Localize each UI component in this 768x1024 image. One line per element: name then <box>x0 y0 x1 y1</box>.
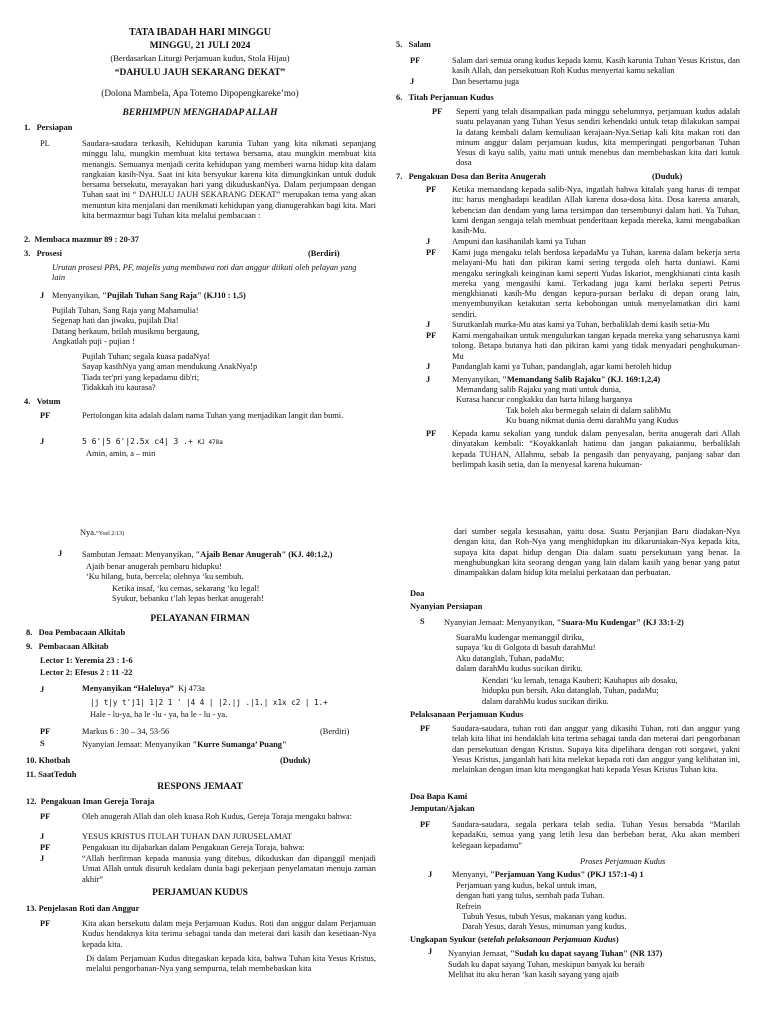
role-label: PF <box>420 724 431 733</box>
item-6-heading: 6. Titah Perjanuan Kudus <box>396 93 494 102</box>
prayer-heading: Doa <box>410 589 425 598</box>
absolution-text: Kepada kamu sekalian yang tunduk dalam penyesalan, berita anugerah dari Allah dinyatakan kembali: “Koyakkanlah hatimu dan jangan pakaianmu, berbaliklah kepada TUHAN, Allahmu, sebab Ia pengasih dan penyayang, panjang sabar dan berlimpah kasih setia, dan Ia menyesal karena hukuman- <box>452 429 740 469</box>
song-title: "Memandang Salib Rajaku" <box>502 375 606 384</box>
role-label: PF <box>426 185 437 194</box>
item-11-heading: 11. SaatTeduh <box>26 770 77 779</box>
lords-prayer-heading: Doa Bapa Kami <box>410 792 468 801</box>
lector-1: Lector 1: Yeremia 23 : 1-6 <box>40 656 133 665</box>
amin-lyrics: Amin, amin, a – min <box>86 449 156 458</box>
invitation-text: Saudara-saudara, segala perkara telah sedia. Tuhan Yesus bersabda “Marilah kepadaKu, semua yang yang letih lesu dan berbeban berat, Aku akan memberi kelegaan kepadamu” <box>452 820 740 850</box>
item-10-heading: 10. Khotbah <box>26 756 71 765</box>
votum-text: Pertolongan kita adalah dalam nama Tuhan yang menjadikan langit dan bumi. <box>82 411 344 420</box>
greeting-text: Salam dari semua orang kudus kepada kamu. Kasih karunia Tuhan Yesus Kristus, dan kasih Allah, dan persekutuan Roh Kudus menyertai kamu sekalian <box>452 56 740 76</box>
song-verse-1: Perjamuan yang kudus, bekal untuk iman, dengan hati yang tulus, sembah pada Tuhan. <box>456 881 605 901</box>
preparation-song-heading: Nyanyian Persiapan <box>410 602 483 611</box>
role-label: J <box>428 870 433 879</box>
role-label: J <box>40 854 45 863</box>
doc-liturgy: (Berdasarkan Liturgi Perjamuan kudus, Stola Hijau) <box>110 53 290 63</box>
role-label: PF <box>40 843 51 852</box>
song-title: "Suara-Mu Kudengar" <box>556 618 642 627</box>
continued-text: dari sumber segala kesusahan, yaitu dosa. Suatu Perjanjian Baru diadakan-Nya dengan kita, dan Roh-Nya yang menghidupkan itu dikaruniakan-Nya kepada kita, supaya kita dapat hidup dengan Dia dalam suatu persekutuan yang benar. Ia menghubungkan kita seorang dengan yang lain dalam kasih yang benar yang patut dinampakkan dalam hidup kita melalui perkataan dan perbuatan. <box>454 527 740 577</box>
doc-theme: “DAHULU JAUH SEKARANG DEKAT” <box>114 68 286 78</box>
song-verse-2: Ketika insaf, ‘ku cemas, sekarang ‘ku legal! Syukur, bebanku t’lah lepas berkat anugerah! <box>112 584 264 604</box>
role-label: J <box>426 237 431 246</box>
song-line: Nyanyian Jemaat: Menyanyikan, "Suara-Mu Kudengar" (KJ 33:1-2) <box>444 618 684 627</box>
role-label: J <box>426 320 431 329</box>
refrain-label: Refrein <box>456 902 482 911</box>
song-verse-1: Ajaib benar anugerah pembaru hidupku! ‘Ku hilang, buta, bercela; olehnya ‘ku sembuh. <box>86 562 244 582</box>
role-label: PF <box>40 411 51 420</box>
item-2-heading: 2. Membaca mazmur 89 : 20-37 <box>24 235 139 244</box>
greeting-response: Dan besertamu juga <box>452 77 519 86</box>
song-verse-1: SuaraMu kudengar memanggil diriku, supaya ‘ku di Golgota di basuh darahMu! Aku datanglah, Tuhan, padaMu; dalam darahMu kudus sucikan diriku. <box>456 633 596 673</box>
song-verse-1: Pujilah Tuhan, Sang Raja yang Mahamulia! Segenap hati dan jiwaku, pujilah Dia! Datang berkaum, brilah musikmu bergaung, Angkatlah puji - pujian ! <box>52 306 200 346</box>
song-line: Nyanyian Jemaat: Menyanyikan "Kurre Sumanga’ Puang" <box>82 740 287 749</box>
confession-response: Surutkanlah murka-Mu atas kami ya Tuhan, berbaliklah demi kasih setia-Mu <box>452 320 710 329</box>
role-label: S <box>420 617 425 626</box>
item-4-heading: 4. Votum <box>24 397 61 406</box>
confession-response: Ampuni dan kasihanilah kami ya Tuhan <box>452 237 586 246</box>
creed-response: “Allah berfirman kepada manusia yang ditebus, dikuduskan dan dipanggil menjadi Umat Allah untuk disuruh kedalam dunia bagi pekerjaan penyelamatan menuju zaman akhir” <box>82 854 376 884</box>
item-number: 1. <box>24 123 31 132</box>
music-notation: 5 6'|5 6'|2.5x c4| 3 .+ KJ 478a <box>82 437 223 446</box>
role-label: PL <box>40 139 50 148</box>
invitation-heading: Jemputan/Ajakan <box>410 804 475 813</box>
role-label: PF <box>426 248 437 257</box>
role-label: J <box>58 549 63 558</box>
section-heading: RESPONS JEMAAT <box>157 782 243 792</box>
song-title: "Ajaib Benar Anugerah" <box>195 550 287 559</box>
procession-text: Urutan prosesi PPA, PF, majelis yang membawa roti dan anggur diikuti oleh pelayan yang lain <box>52 263 357 283</box>
bread-wine-text: Kita akan bersekutu dalam meja Perjamuan Kudus. Roti dan anggur dalam Perjamuan Kudus hendaknya kita terima sebagai tanda dan meterai dari kasih dan kesetiaan-Nya kepada kita. <box>82 919 376 949</box>
song-line: Menyanyikan, "Memandang Salib Rajaku" (KJ. 169:1,2,4) <box>452 375 661 384</box>
section-heading: BERHIMPUN MENGHADAP ALLAH <box>122 108 278 118</box>
command-text: Seperti yang telah disampaikan pada minggu sebelumnya, perjamuan kudus adalah suatu pelayanan yang Tuhan Yesus sendiri kehendaki untuk tetap dilakukan sampai Ia datang kembali dalam kemuliaan kerajaan-Nya.Setiap kali kita makan roti dan minum anggur dalam perjamuan kudus, kita memperingati pengorbanan Tuhan Yesus di kayu salib, yaitu mati untuk menebus dan membebaskan kita dari kutuk dosa <box>456 107 740 168</box>
continued-text: Nya.“Yoel 2:13) <box>80 528 124 537</box>
role-label: PF <box>40 919 51 928</box>
confession-text: Kami juga mengaku telah berdosa kepadaMu ya Tuhan, karena dalam bekerja serta melayani-Mu hati dan pikiran kami sering tergoda oleh harta duniawi. Kami mengaku seringkali keinginan kami seperti Yudas Iskariot, mengkhianati cinta kasih mereka yang mengasihi kami. Terkadang juga kami berlaku seperti Petrus mengkhianati kasih-Mu dengan kepura-puraan berlaku di depan orang lain, menyembunyikan ketakutan serta kebohongan untuk menyelamatkan diri kami sendiri. <box>452 248 740 319</box>
role-label: PF <box>432 107 443 116</box>
role-label: J <box>40 685 45 694</box>
item-8-heading: 8. Doa Pembacaan Alkitab <box>26 628 126 637</box>
song-verse: Sudah ku dapat sayang Tuhan, meskipun banyak ku beraib Melihat itu aku heran ‘kan kasih sayang yang ajaib <box>448 960 645 980</box>
posture-note: (Duduk) <box>280 756 311 765</box>
song-verse-2: Tak boleh aku bermegah selain di dalam salibMu Ku buang nikmat dunia demi darahMu yang Kudus <box>506 406 679 426</box>
role-label: PF <box>40 727 51 736</box>
song-line: Nyanyian Jemaat, "Sudah ku dapat sayang Tuhan" (NR 137) <box>448 949 663 958</box>
song-title: "Perjamuan Yang Kudus" <box>490 870 586 879</box>
preparation-text: Saudara-saudara terkasih, Kehidupan karunia Tuhan yang kita nikmati sepanjang minggu lalu, mungkin membuat kita tertawa bersama, atau mungkin membuat kita menangis. Semuanya menjadi cerita kehidupan yang memberi warna hidup kita dalam rangkaian kasih-Nya. Saat ini kita bersyukur karena kita dimungkinkan untuk duduk bersama bersekutu, merayakan hari yang dikuduskanNya. Dalam perjumpaan dengan Tuhan saat ini “ DAHULU JAUH SEKARANG DEKAT” merupakan tema yang akan menuntun kita menjalani dan menikmati kehidupan yang dianugerahkan bagi kita. Mari kita bermazmur bagi Tuhan kita melalui pembacaan : <box>82 139 376 220</box>
item-12-heading: 12. Pengakuan Iman Gereja Toraja <box>26 797 155 806</box>
item-title: Persiapan <box>36 123 73 132</box>
doc-theme-sub: (Dolona Mambela, Apa Totemo Dipopengkareke’mo) <box>101 88 299 98</box>
music-notation: |j t|y t'j1| 1|2 1 ' |4 4 | |2.|j .|1.| x1x c2 | 1.+ <box>90 698 328 707</box>
song-title: "Sudah ku dapat sayang Tuhan" <box>510 949 628 958</box>
role-label: PF <box>40 812 51 821</box>
haleluya-lyrics: Hale - lu-ya, ha le -lu - ya, ha le - lu - ya. <box>90 710 228 719</box>
creed-response: YESUS KRISTUS ITULAH TUHAN DAN JURUSELAMAT <box>82 832 292 841</box>
refrain-text: Tubuh Yesus, tubuh Yesus, makanan yang kudus. Darah Yesus, darah Yesus, minuman yang kudus. <box>462 912 627 932</box>
section-heading: PELAYANAN FIRMAN <box>150 614 250 624</box>
section-heading: PERJAMUAN KUDUS <box>152 888 248 898</box>
posture-note: (Berdiri) <box>320 727 350 736</box>
lector-2: Lector 2: Efesus 2 : 11 -22 <box>40 668 133 677</box>
song-title: "Pujilah Tuhan Sang Raja" <box>102 291 202 300</box>
role-label: J <box>40 832 45 841</box>
song-title: "Kurre Sumanga’ Puang" <box>192 740 287 749</box>
communion-process-heading: Proses Perjamuan Kudus <box>580 857 666 866</box>
song-line: Menyanyi, "Perjamuan Yang Kudus" (PKJ 157:1-4) 1 <box>452 870 644 879</box>
role-label: J <box>426 375 431 384</box>
communion-text: Saudara-saudara, tuhan roti dan anggur yang dikasihi Tuhan, roti dan anggur yang telah kita lihat ini hendaklah kita terima sebagai tanda dan meterai dari pengorbanan dan persekutuan dengan Kristus. Supaya kita dipelihara dengan roti sorgawi, yakni Yesus Kristus, janganlah hati kita melekat kepada roti dan anggur yang kelihatan ini, melainkan dengan iman kita mengangkat hati kepada Yesus Kristus Tuhan kita. <box>452 724 740 774</box>
confession-response: Pandanglah kami ya Tuhan, pandanglah, agar kami beroleh hidup <box>452 362 672 371</box>
song-line: Sambutan Jemaat: Menyanyikan, "Ajaib Benar Anugerah" (KJ. 40:1,2,) <box>82 550 333 559</box>
song-verse-2: Pujilah Tuhan; segala kuasa padaNya! Sayap kasihNya yang aman mendukung AnakNya!p Tiada ter'pri yang kepadamu dib'ri; Tidakkah itu kaurasa? <box>82 352 258 392</box>
role-label: S <box>40 739 45 748</box>
communion-heading: Pelaksanaan Perjamuan Kudus <box>410 710 524 719</box>
posture-note: (Berdiri) <box>308 249 340 258</box>
item-5-heading: 5. Salam <box>396 40 431 49</box>
item-3-heading: 3. Prosesi <box>24 249 62 258</box>
item-13-heading: 13. Penjelasan Roti dan Anggur <box>26 904 140 913</box>
song-verse-2: Kendati ‘ku lemah, tenaga Kauberi; Kauhapus aib dosaku, hidupku pun bersih. Aku datanglah, Tuhan, padaMu; dalam darahMu kudus sucikan diriku. <box>482 676 678 706</box>
role-label: PF <box>426 331 437 340</box>
role-label: J <box>40 437 45 446</box>
role-label: J <box>40 291 45 300</box>
confession-text: Kami mengabaikan untuk mengulurkan tangan kepada mereka yang seharusnya kami tolong. Betapa butanya hati dan pikiran kami yang tidak menyadari penghukuman-Mu <box>452 331 740 361</box>
role-label: PF <box>426 429 437 438</box>
song-verse-1: Memandang salib Rajaku yang mati untuk dunia, Kurasa hancur congkakku dan harta hilang harganya <box>456 385 633 405</box>
bread-wine-text-2: Di dalam Perjamuan Kudus ditegaskan kepada kita, bahwa Tuhan kita Yesus Kristus, melalui pengorbanan-Nya yang sempurna, telah membebaskan kita <box>86 954 376 974</box>
item-7-heading: 7. Pengakuan Dosa dan Berita Anugerah <box>396 172 546 181</box>
gospel-reading: Markus 6 : 30 – 34, 53-56 <box>82 727 170 736</box>
item-9-heading: 9. Pembacaan Alkitab <box>26 642 109 651</box>
thanksgiving-heading: Ungkapan Syukur (setelah pelaksanaan Perjamuan Kudus) <box>410 935 619 944</box>
creed-text: Oleh anugerah Allah dan oleh kuasa Roh Kudus, Gereja Toraja mengaku bahwa: <box>82 812 352 821</box>
role-label: J <box>410 77 415 86</box>
role-label: J <box>426 362 431 371</box>
song-line: Menyanyikan, "Pujilah Tuhan Sang Raja" (KJ10 : 1,5) <box>52 291 246 300</box>
item-1-heading <box>24 123 72 133</box>
doc-title: TATA IBADAH HARI MINGGU <box>129 27 271 38</box>
confession-text: Ketika memandang kepada salib-Nya, ingatlah bahwa kitalah yang harus di tempat itu: harus menghadapi keadilan Allah karena dosa-dosa kita. Dosa karena amarah, kebencian dan dendam yang lama tersimpan dan tersembunyi dalam hati. Ya Tuhan, kami dengan sengaja telah membuat penderitaan kepada mereka, kami mengabaikan kasih-Mu. <box>452 185 740 235</box>
creed-text: Pengakuan itu dijabarkan dalam Pengakuan Gereja Toraja, bahwa: <box>82 843 305 852</box>
song-line: Menyanyikan “Haleluya” Kj 473a <box>82 684 205 693</box>
posture-note: (Duduk) <box>652 172 683 181</box>
role-label: PF <box>420 820 431 829</box>
role-label: J <box>428 947 433 956</box>
role-label: PF <box>410 56 421 65</box>
doc-date: MINGGU, 21 JULI 2024 <box>149 41 251 51</box>
